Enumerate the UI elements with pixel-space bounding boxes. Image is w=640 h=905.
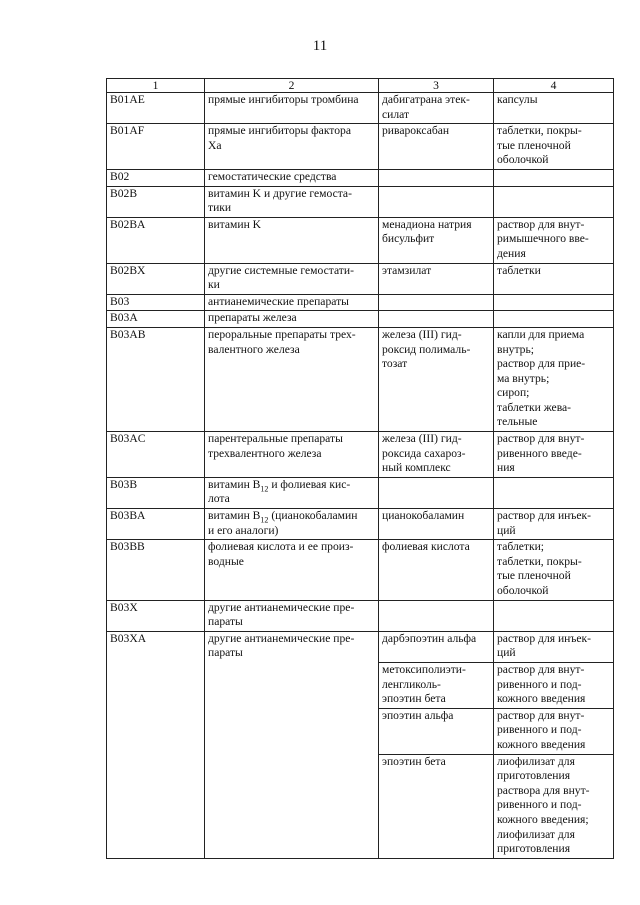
group-name: гемостатические средства [205,169,379,186]
table-row [107,540,614,600]
table-row [107,294,614,311]
atc-code: B02B [107,186,205,217]
dosage-form [494,294,614,311]
group-text: витамин B [208,509,261,523]
drug-name [379,311,494,328]
dosage-form [494,311,614,328]
atc-code: B03X [107,600,205,631]
group-name: другие антианемические пре- параты [205,600,379,631]
drug-name [379,169,494,186]
drug-name: дабигатрана этек- силат [379,93,494,124]
table-row [107,477,614,508]
atc-code: B03XA [107,631,205,858]
group-name: прямые ингибиторы фактора Xa [205,124,379,170]
dosage-form: раствор для внут- ривенного и под- кожного введения [494,708,614,754]
drug-name: эпоэтин альфа [379,708,494,754]
drug-name [379,600,494,631]
dosage-form [494,169,614,186]
drug-classification-table [106,78,614,859]
subscript: 12 [260,484,269,494]
drug-name [379,294,494,311]
drug-name: фолиевая кислота [379,540,494,600]
atc-code: B03 [107,294,205,311]
column-header: 1 [107,79,205,93]
group-name [205,477,379,508]
atc-code: B03AB [107,327,205,431]
table-row [107,186,614,217]
atc-code: B03BA [107,509,205,540]
atc-code: B02BX [107,263,205,294]
group-name: фолиевая кислота и ее произ- водные [205,540,379,600]
dosage-form [494,186,614,217]
table-row [107,509,614,540]
dosage-form: таблетки; таблетки, покры- тые пленочной оболочкой [494,540,614,600]
group-name: другие системные гемостати- ки [205,263,379,294]
atc-code: B03A [107,311,205,328]
group-text: и фолиевая кис- лота [208,477,351,506]
table-row [107,93,614,124]
dosage-form: лиофилизат для приготовления раствора для внут- ривенного и под- кожного введения; лиофилизат для приготовления [494,754,614,858]
dosage-form [494,477,614,508]
dosage-form: раствор для инъек- ций [494,631,614,662]
table-row [107,631,614,662]
dosage-form: раствор для внут- ривенного введе- ния [494,432,614,478]
drug-name: цианокобаламин [379,509,494,540]
group-name: прямые ингибиторы тромбина [205,93,379,124]
subscript: 12 [260,515,269,525]
table-row [107,169,614,186]
group-name: другие антианемические пре- параты [205,631,379,858]
table-row [107,600,614,631]
table-row [107,263,614,294]
table-row [107,311,614,328]
table-row [107,124,614,170]
dosage-form: раствор для внут- ривенного и под- кожного введения [494,662,614,708]
drug-name: ривароксабан [379,124,494,170]
dosage-form: капли для приема внутрь; раствор для прие- ма внутрь; сироп; таблетки жева- тельные [494,327,614,431]
atc-code: B01AF [107,124,205,170]
drug-name [379,186,494,217]
drug-name: метоксиполиэти- ленгликоль- эпоэтин бета [379,662,494,708]
group-name: витамин K [205,217,379,263]
drug-name: железа (III) гид- роксид полималь- тозат [379,327,494,431]
atc-code: B02BA [107,217,205,263]
column-header: 4 [494,79,614,93]
page-number: 11 [312,38,328,54]
dosage-form [494,600,614,631]
dosage-form: таблетки [494,263,614,294]
atc-code: B03BB [107,540,205,600]
drug-name: эпоэтин бета [379,754,494,858]
atc-code: B01AE [107,93,205,124]
group-name: витамин K и другие гемоста- тики [205,186,379,217]
drug-name: этамзилат [379,263,494,294]
table-row [107,432,614,478]
group-name: антианемические препараты [205,294,379,311]
atc-code: B03B [107,477,205,508]
dosage-form: таблетки, покры- тые пленочной оболочкой [494,124,614,170]
drug-name [379,477,494,508]
group-text: (цианокобаламин и его аналоги) [208,509,358,537]
drug-name: дарбэпоэтин альфа [379,631,494,662]
dosage-form: раствор для внут- римышечного вве- дения [494,217,614,263]
table-header-row [107,79,614,93]
table-row [107,217,614,263]
dosage-form: раствор для инъек- ций [494,509,614,540]
drug-name: железа (III) гид- роксида сахароз- ный комплекс [379,432,494,478]
group-name: пероральные препараты трех- валентного железа [205,327,379,431]
dosage-form: капсулы [494,93,614,124]
drug-name: менадиона натрия бисульфит [379,217,494,263]
group-text: витамин B [208,477,261,491]
column-header: 3 [379,79,494,93]
column-header: 2 [205,79,379,93]
group-name: парентеральные препараты трехвалентного железа [205,432,379,478]
atc-code: B02 [107,169,205,186]
group-name: препараты железа [205,311,379,328]
atc-code: B03AC [107,432,205,478]
group-name [205,509,379,540]
table-row [107,327,614,431]
